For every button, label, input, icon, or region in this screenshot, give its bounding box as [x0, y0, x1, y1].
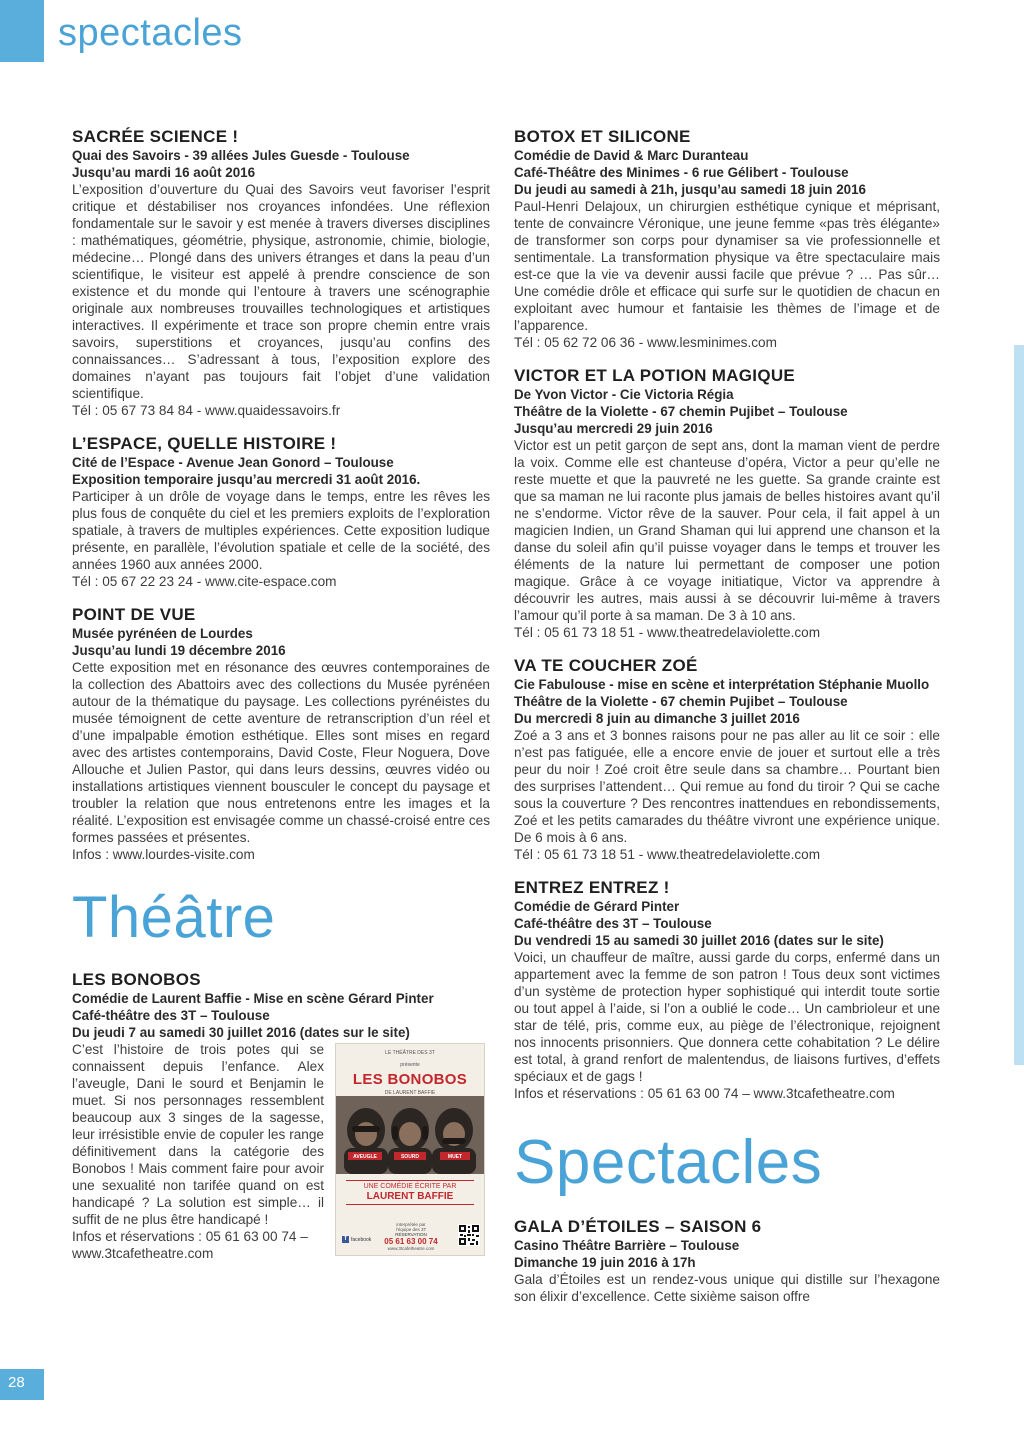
article-venue: Café-théâtre des 3T – Toulouse [514, 916, 712, 931]
article-title: LES BONOBOS [72, 970, 201, 989]
page-number: 28 [8, 1374, 25, 1391]
poster-title: LES BONOBOS [352, 1071, 468, 1088]
qr-code-icon [458, 1224, 480, 1246]
article-point-de-vue [72, 604, 490, 863]
article-dates: Dimanche 19 juin 2016 à 17h [514, 1255, 696, 1270]
poster-label-muet: MUET [447, 1154, 463, 1160]
article-body: Voici, un chauffeur de maître, aussi garde du corps, enfermé dans un appartement avec la femme de son patron ! Tous deux sont victimes d’un système de protection hyper sophistiqué qui interdit toute sortie ou tout appel à l’aide, si l’on a oublié le code… Un cambrioleur et une star de télé, pris, comme eux, au piège de l’électronique, rejoignent nos innocents prisonniers. Que donnera cette cohabitation ? Le délire est total, à grand renfort de malentendus, de liaisons furtives, d’effets spéciaux et de gags ! [514, 950, 940, 1084]
article-dates: Jusqu’au mercredi 29 juin 2016 [514, 421, 713, 436]
article-venue: Quai des Savoirs - 39 allées Jules Guesde - Toulouse [72, 148, 410, 163]
edge-tab [1014, 345, 1024, 1065]
article-contact: Tél : 05 67 22 23 24 - www.cite-espace.com [72, 574, 337, 589]
poster-tagline [346, 1180, 474, 1205]
article-dates: Jusqu’au lundi 19 décembre 2016 [72, 643, 286, 658]
poster-interpreted: interprétée par [396, 1222, 426, 1227]
article-contact: Infos et réservations : 05 61 63 00 74 – www.3tcafetheatre.com [72, 1229, 308, 1261]
article-sacree-science [72, 126, 490, 419]
monkeys-illustration [336, 1096, 484, 1174]
article-dates: Du mercredi 8 juin au dimanche 3 juillet 2016 [514, 711, 800, 726]
article-title: L’ESPACE, QUELLE HISTOIRE ! [72, 434, 337, 453]
article-body: Participer à un drôle de voyage dans le temps, entre les rêves les plus fous de conquête du ciel et les premiers exploits de l’exploration spatiale, à travers de multiples expériences. Cette exposition ludique présente, en parallèle, l’évolution spatiale et celle de la société, des années 1960 aux années 2000. [72, 489, 490, 572]
poster-resa-phone: 05 61 63 00 74 [384, 1237, 438, 1246]
article-title: VA TE COUCHER ZOÉ [514, 656, 698, 675]
article-contact: Tél : 05 67 73 84 84 - www.quaidessavoirs.fr [72, 403, 341, 418]
poster-label-aveugle: AVEUGLE [353, 1154, 377, 1160]
poster-resa-label: RÉSERVATION [395, 1232, 427, 1237]
section-label: spectacles [58, 12, 243, 54]
poster-troupe: l’équipe des 3T [395, 1227, 427, 1232]
article-body: Gala d’Étoiles est un rendez-vous unique qui distille sur l’hexagone son élixir d’excellence. Cette sixième saison offre [514, 1272, 940, 1304]
article-credits: De Yvon Victor - Cie Victoria Régia [514, 387, 734, 402]
article-contact: Tél : 05 62 72 06 36 - www.lesminimes.com [514, 335, 777, 350]
article-body: Zoé a 3 ans et 3 bonnes raisons pour ne pas aller au lit ce soir : elle n’est pas fatiguée, elle a encore envie de jouer et surtout elle a très peur du noir ! Zoé croit être seule dans sa chambre… Pourtant bien des surprises l’attendent… Qui remue au fond du tiroir ? Qui se cache sous la couverture ? Des rencontres inattendues en rebondissements, Zoé et les petits camarades du théâtre vivront une expérience unique. De 6 mois à 6 ans. [514, 728, 940, 845]
article-title: POINT DE VUE [72, 605, 196, 624]
poster-author: DE LAURENT BAFFIE [384, 1090, 436, 1096]
poster-label-sourd: SOURD [400, 1154, 420, 1160]
article-credits: Comédie de Laurent Baffie - Mise en scène Gérard Pinter [72, 991, 434, 1006]
spectacles-heading: Spectacles [514, 1128, 823, 1197]
article-dates: Du jeudi 7 au samedi 30 juillet 2016 (dates sur le site) [72, 1025, 410, 1040]
article-entrez-entrez [514, 877, 940, 1102]
article-body: C’est l’histoire de trois potes qui se connaissent depuis l’enfance. Alex l’aveugle, Dani le sourd et Benjamin le muet. Si nos personnages ressemblent beaucoup aux 3 singes de la sagesse, leur irrésistible envie de copuler les range définitivement dans la catégorie des Bonobos ! Mais comment faire pour avoir une sexualité non tarifée quand on est handicapé ? La solution est simple… il suffit de ne plus être handicapé ! [72, 1042, 324, 1227]
section-tab [0, 0, 44, 62]
article-credits: Cie Fabulouse - mise en scène et interprétation Stéphanie Muollo [514, 677, 930, 692]
article-botox-silicone [514, 126, 940, 351]
poster-presenter: LE THÉÂTRE DES 3T [385, 1050, 435, 1056]
article-venue: Musée pyrénéen de Lourdes [72, 626, 253, 641]
article-victor-potion [514, 365, 940, 641]
article-credits: Comédie de David & Marc Duranteau [514, 148, 749, 163]
right-column [514, 126, 940, 1319]
article-body: Victor est un petit garçon de sept ans, dont la maman vient de perdre la voix. Comme elle est chanteuse d’opéra, Victor a peur qu’elle ne reste muette et que la pauvreté ne les guette. Sa grande crainte est que sa maman ne lui raconte plus jamais de belles histoires avant qu’il ne s’endorme. Victor rêve de la sauver. Pour cela, il fait appel à un magicien Indien, un Grand Shaman qui lui apprend une chanson et la danse du soleil afin qu’il puisse voyager dans le temps et trouver les éléments de la nature lui permettant de composer une potion magique. Grâce à ce voyage initiatique, Victor va apprendre à découvrir les autres, mais aussi à se découvrir lui-même à travers l’amour qu’il porte à sa maman. De 3 à 10 ans. [514, 438, 940, 623]
left-column [72, 126, 490, 1276]
article-title: VICTOR ET LA POTION MAGIQUE [514, 366, 796, 385]
article-espace [72, 433, 490, 590]
article-gala-etoiles [514, 1216, 940, 1305]
article-contact: Infos et réservations : 05 61 63 00 74 – www.3tcafetheatre.com [514, 1086, 895, 1101]
article-title: GALA D’ÉTOILES – SAISON 6 [514, 1217, 762, 1236]
article-dates: Jusqu’au mardi 16 août 2016 [72, 165, 256, 180]
poster-facebook [342, 1236, 371, 1243]
article-venue: Théâtre de la Violette - 67 chemin Pujibet – Toulouse [514, 404, 848, 419]
poster-presents: présente [400, 1062, 420, 1068]
article-venue: Casino Théâtre Barrière – Toulouse [514, 1238, 740, 1253]
article-venue: Théâtre de la Violette - 67 chemin Pujibet – Toulouse [514, 694, 848, 709]
poster-reservation [380, 1222, 442, 1251]
article-venue: Café-théâtre des 3T – Toulouse [72, 1008, 270, 1023]
poster-tagline-2: LAURENT BAFFIE [366, 1191, 454, 1202]
article-les-bonobos [72, 969, 490, 1262]
article-credits: Comédie de Gérard Pinter [514, 899, 680, 914]
article-contact: Tél : 05 61 73 18 51 - www.theatredelaviolette.com [514, 847, 821, 862]
article-venue: Café-Théâtre des Minimes - 6 rue Gélibert - Toulouse [514, 165, 849, 180]
article-body: L’exposition d’ouverture du Quai des Savoirs veut favoriser l’esprit critique et déstabiliser nos croyances infondées. Une réflexion fondamentale sur le savoir y est menée à travers diverses disciplines : mathématiques, géométrie, physique, astronomie, chimie, biologie, médecine… Plongé dans des univers étranges et dans la peau d’un scientifique, le visiteur est appelé à prendre conscience de son existence et du monde qui l’entoure à travers une scénographie originale aux nombreuses trouvailles technologiques et artistiques interactives. Il expérimente et trace son propre chemin entre vrais savoirs, superstitions et croyances, jusqu’au confins des connaissances… S’adressant à tous, l’exposition explore des domaines n’ayant pas toujours fait l’objet d’une validation scientifique. [72, 182, 490, 401]
poster-resa-site: www.3tcafetheatre.com [387, 1246, 435, 1251]
article-venue: Cité de l’Espace - Avenue Jean Gonord – Toulouse [72, 455, 394, 470]
poster-facebook-label: facebook [351, 1236, 372, 1243]
article-contact: Infos : www.lourdes-visite.com [72, 847, 255, 862]
article-dates: Du jeudi au samedi à 21h, jusqu’au samedi 18 juin 2016 [514, 182, 867, 197]
article-title: BOTOX ET SILICONE [514, 127, 691, 146]
article-dates: Exposition temporaire jusqu’au mercredi 31 août 2016. [72, 472, 421, 487]
poster-tagline-1: UNE COMÉDIE ÉCRITE PAR [363, 1183, 457, 1190]
bonobos-body-wrap [72, 1041, 490, 1262]
article-title: ENTREZ ENTREZ ! [514, 878, 670, 897]
article-contact: Tél : 05 61 73 18 51 - www.theatredelaviolette.com [514, 625, 821, 640]
article-dates: Du vendredi 15 au samedi 30 juillet 2016 (dates sur le site) [514, 933, 884, 948]
article-title: SACRÉE SCIENCE ! [72, 127, 239, 146]
poster-footer [342, 1222, 480, 1252]
facebook-icon: f [342, 1236, 349, 1243]
article-body: Cette exposition met en résonance des œuvres contemporaines de la collection des Abattoirs avec des collections du Musée pyrénéen autour de la thématique du paysage. Les collections pyrénéistes du musée témoignent de cette aventure de retranscription d’un réel et d’une impalpable émotion esthétique. Elles sont mises en regard avec des artistes contemporains, David Coste, Fleur Noguera, Dove Allouche et Julien Pastor, qui dans leurs dessins, œuvres vidéo ou installations artistiques viennent bousculer le concept du paysage et troubler la relation que nous entretenons entre les images et la réalité. L’exposition est envisagée comme un chassé-croisé entre ces formes passées et présentes. [72, 660, 490, 845]
theatre-heading: Théâtre [72, 885, 276, 950]
article-body: Paul-Henri Delajoux, un chirurgien esthétique cynique et méprisant, tente de convaincre Véronique, une jeune femme «pas très élégante» de transformer son corps pour dynamiser sa vie professionnelle et sentimentale. La transformation physique va être spectaculaire mais est-ce que la vie va devenir aussi facile que prévue ? … Pas sûr… Une comédie drôle et efficace qui surfe sur le quotidien de chacun en exploitant avec humour et fantaisie les thèmes de l’image et de l’apparence. [514, 199, 940, 333]
bonobos-poster [335, 1043, 485, 1256]
article-va-te-coucher-zoe [514, 655, 940, 863]
